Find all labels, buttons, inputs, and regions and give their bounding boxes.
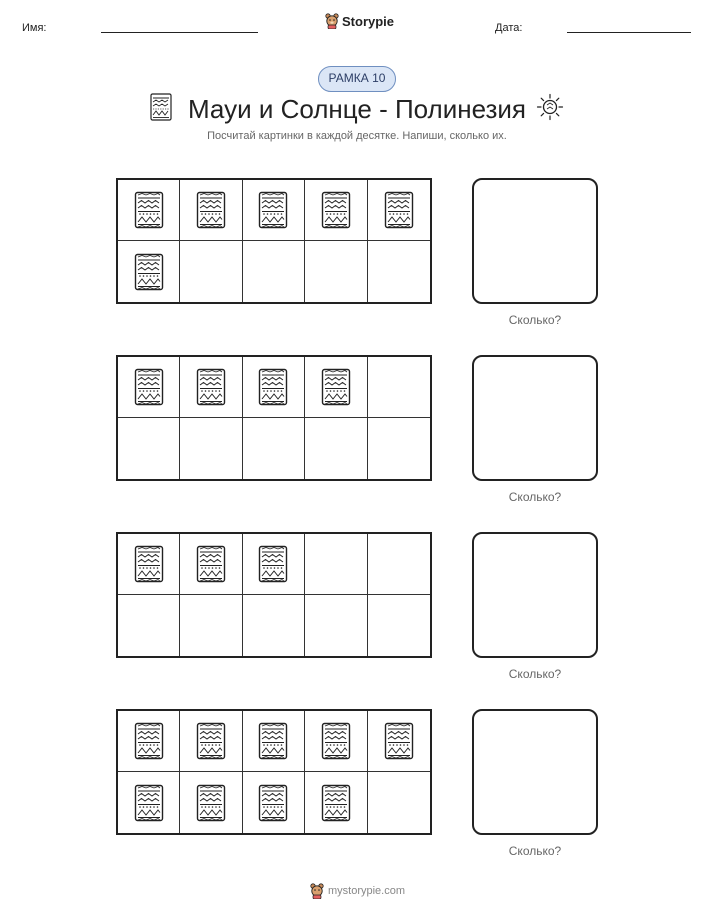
answer-box[interactable] xyxy=(472,532,598,658)
polynesian-pattern-icon xyxy=(196,191,226,229)
polynesian-pattern-icon xyxy=(134,722,164,760)
ten-frame-cell xyxy=(368,180,430,241)
ten-frame-cell xyxy=(180,534,242,595)
how-many-label: Сколько? xyxy=(508,313,562,327)
instructions: Посчитай картинки в каждой десятке. Напиши, сколько их. xyxy=(207,130,507,142)
answer-box[interactable] xyxy=(472,178,598,304)
polynesian-pattern-icon xyxy=(196,784,226,822)
ten-frame-cell xyxy=(118,534,180,595)
ten-frame-cell xyxy=(243,711,305,772)
ten-frame-cell xyxy=(305,595,367,656)
how-many-label: Сколько? xyxy=(508,667,562,681)
ten-frame-cell xyxy=(243,418,305,479)
polynesian-pattern-icon xyxy=(196,368,226,406)
name-label: Имя: xyxy=(22,22,47,34)
ten-frame-cell xyxy=(180,241,242,302)
polynesian-pattern-icon xyxy=(321,784,351,822)
polynesian-pattern-icon xyxy=(134,784,164,822)
ten-frame-cell xyxy=(118,711,180,772)
polynesian-pattern-icon xyxy=(321,368,351,406)
ten-frame-cell xyxy=(368,357,430,418)
ten-frame-cell xyxy=(368,418,430,479)
ten-frame-cell xyxy=(118,772,180,833)
ten-frame-cell xyxy=(305,418,367,479)
polynesian-pattern-icon xyxy=(258,368,288,406)
ten-frame-cell xyxy=(368,534,430,595)
polynesian-pattern-icon xyxy=(134,191,164,229)
ten-frame-cell xyxy=(368,595,430,656)
name-line xyxy=(101,32,258,33)
ten-frame-cell xyxy=(305,357,367,418)
ten-frame-cell xyxy=(180,595,242,656)
frame-badge: РАМКА 10 xyxy=(318,66,396,92)
sun-icon xyxy=(536,93,564,121)
answer-box[interactable] xyxy=(472,355,598,481)
polynesian-pattern-icon xyxy=(134,545,164,583)
ten-frame xyxy=(116,709,432,835)
ten-frame-cell xyxy=(305,180,367,241)
ten-frame-cell xyxy=(305,772,367,833)
how-many-label: Сколько? xyxy=(508,844,562,858)
ten-frame-cell xyxy=(118,595,180,656)
ten-frame xyxy=(116,178,432,304)
ten-frame xyxy=(116,355,432,481)
ten-frame-cell xyxy=(243,595,305,656)
answer-box[interactable] xyxy=(472,709,598,835)
ten-frame-cell xyxy=(118,180,180,241)
ten-frame-cell xyxy=(118,357,180,418)
polynesian-pattern-icon xyxy=(134,253,164,291)
ten-frame-cell xyxy=(180,418,242,479)
ten-frame xyxy=(116,532,432,658)
footer xyxy=(310,883,405,899)
polynesian-pattern-icon xyxy=(196,545,226,583)
page-title: Мауи и Солнце - Полинезия xyxy=(187,94,526,124)
how-many-label: Сколько? xyxy=(508,490,562,504)
polynesian-pattern-icon xyxy=(321,191,351,229)
footer-url[interactable]: mystorypie.com xyxy=(328,885,406,897)
ten-frame-cell xyxy=(118,418,180,479)
ten-frame-cell xyxy=(305,241,367,302)
brand-logo xyxy=(325,13,394,29)
polynesian-pattern-icon xyxy=(384,722,414,760)
bear-logo-icon xyxy=(325,13,339,29)
polynesian-pattern-icon xyxy=(196,722,226,760)
polynesian-pattern-icon xyxy=(384,191,414,229)
polynesian-pattern-icon xyxy=(134,368,164,406)
bear-logo-icon xyxy=(310,883,324,899)
ten-frame-cell xyxy=(180,772,242,833)
ten-frame-cell xyxy=(243,180,305,241)
ten-frame-cell xyxy=(368,241,430,302)
polynesian-pattern-icon xyxy=(258,784,288,822)
date-label: Дата: xyxy=(495,22,523,34)
ten-frame-cell xyxy=(243,772,305,833)
ten-frame-cell xyxy=(305,711,367,772)
polynesian-pattern-icon xyxy=(258,722,288,760)
ten-frame-cell xyxy=(305,534,367,595)
ten-frame-cell xyxy=(243,534,305,595)
ten-frame-cell xyxy=(118,241,180,302)
polynesian-pattern-icon xyxy=(258,545,288,583)
polynesian-pattern-icon xyxy=(258,191,288,229)
ten-frame-cell xyxy=(180,180,242,241)
ten-frame-cell xyxy=(180,357,242,418)
ten-frame-cell xyxy=(368,711,430,772)
brand-name: Storypie xyxy=(342,13,395,29)
ten-frame-cell xyxy=(180,711,242,772)
ten-frame-cell xyxy=(243,357,305,418)
ten-frame-cell xyxy=(368,772,430,833)
date-line xyxy=(567,32,691,33)
polynesian-pattern-icon xyxy=(321,722,351,760)
ten-frame-cell xyxy=(243,241,305,302)
